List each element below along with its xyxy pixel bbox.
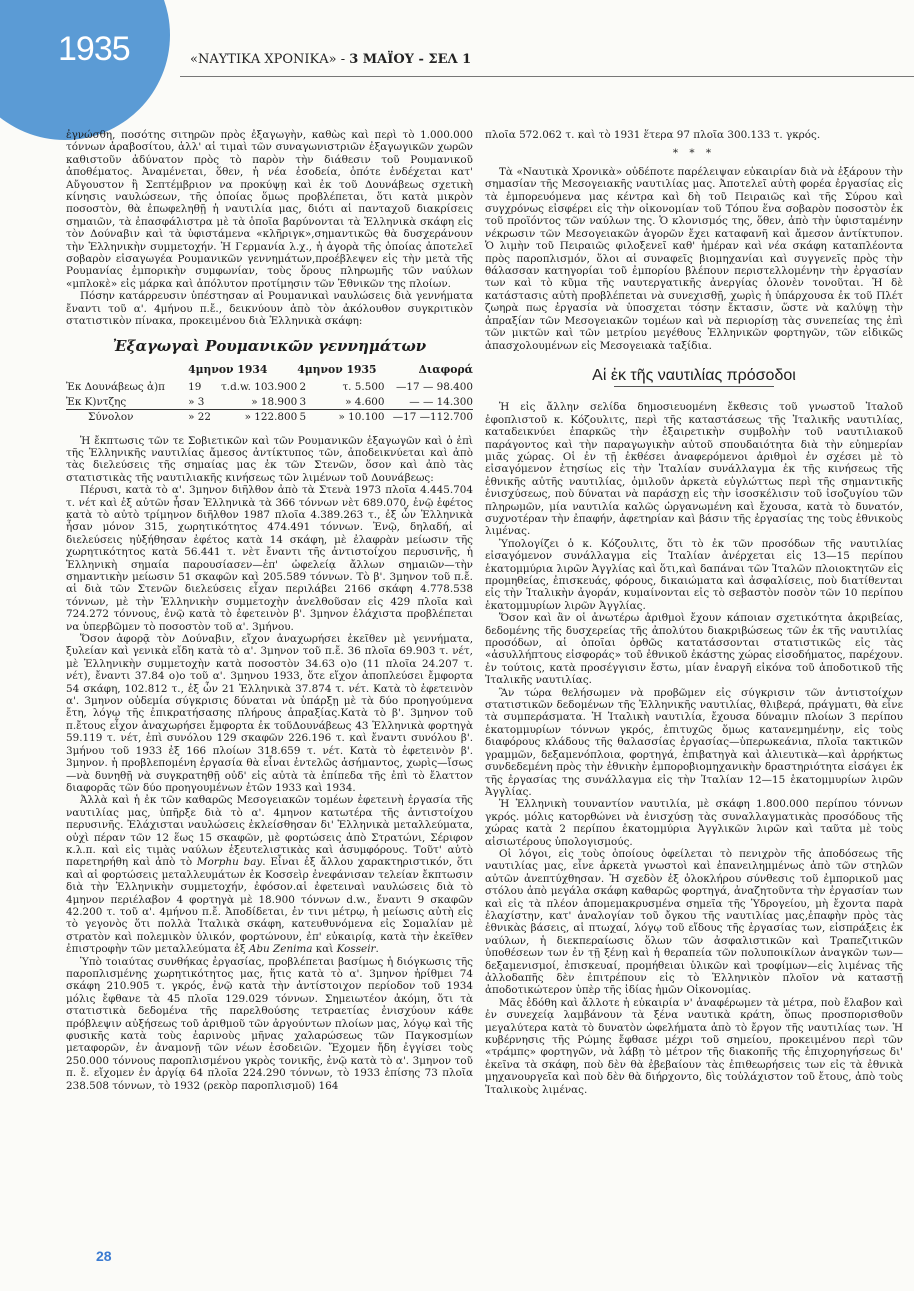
table-total-row: [66, 410, 473, 425]
text-run: .: [375, 943, 379, 956]
table-row: [66, 380, 473, 394]
text-run: Ἀλλὰ καὶ ἡ ἐκ τῶν καθαρῶς Μεσογειακῶν τομέων ἐφετεινὴ ἐργασία τῆς ναυτιλίας μας, ὑπῆρξε διὰ τὸ α'. 4μηνον κατωτέρα τῆς ἀντιστοίχου περυσινῆς. Ἐλάχισται ναυλώσεις ἐκλείσθησαν δι' Ἑλληνικὰ μεταλλεύματα, οὐχὶ πέραν τῶν 12 ἕως 15 σκαφῶν, μὲ φορτώσεις ἀπὸ Στρατώνι, Σέριφον κ.λ.π. καὶ εἰς τιμὰς ναύλων ἐξευτελιστικὰς καὶ ἀσυμφόρους. Τοῦτ' αὐτὸ παρετηρήθη καὶ ἀπὸ τὸ: [66, 794, 473, 869]
section-divider: * * *: [672, 147, 716, 160]
text-run: καὶ: [312, 943, 337, 956]
cell: » 10.100: [308, 410, 384, 425]
col-header-1934: 4μηνον 1934: [188, 362, 268, 376]
cell: — — 14.300: [409, 395, 473, 408]
paragraph: Οἱ λόγοι, εἰς τοὺς ὁποίους ὀφείλεται τὸ πενιχρὸν τῆς ἀποδόσεως τῆς ναυτιλίας μας, εἶνε ἀρκετὰ γνωστοὶ καὶ ἐπανειλημμένως ἀπὸ τῶν στηλῶν αὐτῶν ἀνεπτύχθησαν. Ἡ σχεδὸν ἐξ ὁλοκλήρου σύνθεσις τοῦ ἐμπορικοῦ μας στόλου ἀπὸ μεγάλα σκάφη καθαρῶς φορτηγά, ἀναζητοῦντα τὴν ἐργασίαν των καὶ εἰς τὰ πλέον ἀπομεμακρυσμένα σημεῖα τῆς Ὑδρογείου, μὴ ἔχοντα παρὰ ἐλαχίστην, κατ' ἀναλογίαν τοῦ ὄγκου τῆς ναυτιλίας μας,ἐπαφὴν πρὸς τὰς ἐθνικὰς βάσεις, αἱ πτωχαί, λόγῳ τοῦ εἴδους τῆς ἐργασίας των, εἰσπράξεις ἐκ ναύλων, ἡ διεκπεραίωσις ὅλων τῶν ἀσφαλιστικῶν καὶ Τραπεζιτικῶν ὑποθέσεων των ἐν τῇ ξένῃ καὶ ἡ θεραπεία τῶν πολυποικίλων ἀναγκῶν των—δεξαμενισμοί, ἐπισκευαί, προμήθειαι ὑλικῶν καὶ τροφίμων—εἰς λιμένας τῆς ἀλλοδαπῆς δὲν ἐπιτρέπουν εἰς τὸ Ἑλληνικὸν πλοῖον νὰ καταστῇ ἀποδοτικώτερον ὑπὲρ τῆς ἰδίας ἡμῶν Οἰκονομίας.: [485, 847, 903, 997]
cell: 5: [297, 410, 308, 425]
cell: » 4.600: [345, 395, 385, 408]
place-name: Kosseir: [336, 943, 376, 956]
text-run: . Εἶναι ἐξ ἄλλου χαρακτηριστικόν, ὅτι καὶ αἱ φορτώσεις μεταλλευμάτων ἐκ Κοσσεὶρ ἐνεφάνισαν τελείαν ἔκπτωσιν διὰ τὴν Ἑλληνικὴν συμμετοχήν, ἐφόσον.αἱ ἐφετειναὶ ναυλώσεις διὰ τὸ 4μηνον περιέλαβον 4 φορτηγὰ μὲ 18.900 τόννων d.w., ἔναντι 9 σκαφῶν 42.200 τ. τοῦ α'. 4μήνου π.ἔ. Ἀποδίδεται, ἐν τινι μέτρῳ, ἡ μείωσις αὐτὴ εἰς τὸ γεγονὸς ὅτι πολλὰ Ἰταλικὰ σκάφη, κατευθυνόμενα εἰς Σομαλίαν μὲ στρατὸν καὶ πολεμικὸν ὑλικόν, φορτώνουν, ἐπ' εὐκαιρίᾳ, κατὰ τὴν ἐκεῖθεν ἐπιστροφὴν τῶν μεταλλεύματα ἐξ: [66, 856, 473, 956]
paragraph: πλοῖα 572.062 τ. καὶ τὸ 1931 ἕτερα 97 πλοῖα 300.133 τ. γκρός.: [485, 129, 821, 141]
paragraph: [66, 794, 473, 955]
cell: » 22: [188, 410, 213, 425]
section-title: Αἱ ἐκ τῆς ναυτιλίας πρόσοδοι: [592, 366, 796, 384]
year-label: 1935: [58, 30, 130, 68]
running-date: 3 ΜΑΪΟΥ - ΣΕΛ 1: [349, 52, 472, 67]
paragraph: Ὑπολογίζει ὁ κ. Κόζουλιτς, ὅτι τὸ ἐκ τῶν προσόδων τῆς ναυτιλίας εἰσαγόμενον συνάλλαγμα εἰς Ἰταλίαν ἀνέρχεται εἰς 13—15 περίπου ἑκατομμύρια λιρῶν Ἀγγλίας καὶ ὅτι,καὶ δαπάναι τῶν Ἰταλῶν πλοιοκτητῶν εἰς προμηθείας, ἐπισκευάς, φόρους, δικαιώματα καὶ ἀσφαλίσεις, ποὺ διατίθενται εἰς τὴν Ἰταλικὴν ἀγοράν, κυμαίνονται εἰς τὸ σεβαστὸν ποσὸν τῶν 10 περίπου ἑκατομμυρίων λιρῶν Ἀγγλίας.: [485, 537, 903, 612]
cell: 3: [299, 395, 307, 408]
paragraph: Ἡ ἔκπτωσις τῶν τε Σοβιετικῶν καὶ τῶν Ρουμανικῶν ἐξαγωγῶν καὶ ὁ ἐπὶ τῆς Ἑλληνικῆς ναυτιλίας ἄμεσος ἀντίκτυπος τῶν, ἀποδεικνύεται καὶ ἀπὸ τὰς διελεύσεις τῆς σημαίας μας ἐκ τῶν Στενῶν, ὅσον καὶ ἀπὸ τὰς στατιστικὰς τῆς ναυτιλιακῆς κινήσεως τῶν λιμένων τοῦ Δουνάβεως:: [66, 434, 473, 484]
paragraph: Πόσην κατάρρευσιν ὑπέστησαν αἱ Ρουμανικαὶ ναυλώσεις διὰ γεννήματα ἔναντι τοῦ α'. 4μήνου π.ἔ., δεικνύουν ἀπὸ τὸν ἀκόλουθον συγκριτικὸν στατιστικὸν πίνακα, προκειμένου διὰ Ἑλληνικὰ σκάφη:: [66, 290, 473, 328]
place-name: Abu Zenima: [248, 943, 313, 956]
right-column: [485, 129, 903, 1096]
year-badge: [0, 0, 170, 140]
col-header-diff: Διαφορά: [418, 362, 473, 376]
running-header: [190, 52, 471, 67]
paragraph: Ἡ Ἑλληνικὴ τουναντίον ναυτιλία, μὲ σκάφη 1.800.000 περίπου τόννων γκρός. μόλις κατορθώνει νὰ ἐνισχύσῃ τὰς συναλλαγματικὰς προσόδους τῆς χώρας κατὰ 2 περίπου ἑκατομμύρια Ἀγγλικῶν λιρῶν καὶ ταῦτα μὲ τοὺς αἰσιωτέρους ὑπολογισμούς.: [485, 798, 903, 848]
left-column: [66, 129, 473, 1092]
paragraph: Μᾶς ἐδόθη καὶ ἄλλοτε ἡ εὐκαιρία ν' ἀναφέρωμεν τὰ μέτρα, ποὺ ἔλαβον καὶ ἐν συνεχείᾳ λαμβάνουν τὰ ξένα ναυτικὰ κράτη, ὅπως προσπορισθοῦν μεγαλύτερα κατὰ τὸ δυνατὸν ὠφελήματα ἀπὸ τὸ ἔργον τῆς ναυτιλίας των. Ἡ κυβέρνησις τῆς Ρώμης ἔφθασε μέχρι τοῦ σημείου, προκειμένου περὶ τῶν «τράμπς» φορτηγῶν, νὰ λάβῃ τὸ μέτρον τῆς διακοπῆς τῆς ἐπιχορηγήσεως δι' ἐκεῖνα τὰ σκάφη, ποὺ δὲν θὰ ἐβεβαίουν τὰς ἐπιθεωρήσεις των εἰς τὰ ἐθνικὰ μηχανουργεῖα καὶ ποὺ δὲν θὰ διήρχοντο, δὶς τοὐλάχιστον τοῦ ἔτους, ἀπὸ τοὺς Ἰταλικοὺς λιμένας.: [485, 996, 903, 1096]
table-row: [66, 395, 473, 410]
cell: —17 —112.700: [385, 410, 473, 425]
page-number: 28: [96, 1248, 112, 1264]
row-label: Ἐκ Κ)ντζης: [66, 395, 127, 408]
table-header-row: [66, 362, 473, 380]
cell: 19: [188, 381, 202, 394]
cell: τ. 5.500: [342, 381, 385, 394]
header-rule: [180, 76, 914, 77]
running-title: «ΝΑΥΤΙΚΑ ΧΡΟΝΙΚΑ» -: [190, 52, 350, 67]
paragraph: Τὰ «Ναυτικὰ Χρονικὰ» οὐδέποτε παρέλειψαν εὐκαιρίαν διὰ νὰ ἐξάρουν τὴν σημασίαν τῆς Μεσογειακῆς ναυτιλίας μας. Ἀποτελεῖ αὐτὴ φορέα ἐργασίας εἰς τὰ ἐμπορευόμενα μας κέντρα καὶ δὴ τοῦ Πειραιῶς καὶ τῆς Σύρου καὶ συγχρόνως εἰσφέρει εἰς τὴν οἰκονομίαν τοῦ Τόπου ἕνα σοβαρὸν ποσοστὸν ἐκ τοῦ προϊόντος τῶν ναύλων της. Ὁ κλονισμός της, ὅθεν, ἀπὸ τὴν ὑφισταμένην νέκρωσιν τῶν Μεσογειακῶν ἀγορῶν ἔχει καταφανῆ καὶ ἄμεσον ἀντίκτυπον. Ὁ λιμὴν τοῦ Πειραιῶς φιλοξενεῖ καθ' ἡμέραν καὶ νέα σκάφη καταπλέοντα πρὸς παροπλισμόν, ὅλοι αἱ συναφεῖς βιομηχανίαι καὶ συγγενεῖς πρὸς τὴν θάλασσαν κατηγορίαι τοῦ ἐμπορίου βλέπουν περιστελλομένην τὴν ἐργασίαν των καὶ τὸ κῦμα τῆς ναυτεργατικῆς ἀνεργίας ὁλονὲν τονοῦται. Ἡ δὲ κατάστασις αὐτὴ προβλέπεται νὰ συνεχισθῇ, χωρὶς ἡ ὑπάρχουσα ἐκ τοῦ Πλέτ ζωηρὰ πως ἐργασία νὰ ὑποσχεται τόσην ἔκτασιν, ὥστε νὰ καλύψῃ τὴν ἀπραξίαν τῶν Μεσογειακῶν τομέων καὶ νὰ περιορίσῃ τὰς συνεπείας της ἐπὶ τῶν μικτῶν καὶ τῶν μετρίου μεγέθους Ἑλληνικῶν φορτηγῶν, τῶν εἰδικῶς ἀπασχολουμένων εἰς Μεσογειακὰ ταξίδια.: [485, 165, 903, 352]
cell: » 3: [188, 395, 205, 408]
paragraph: ἐγνώσθη, ποσότης σιτηρῶν πρὸς ἐξαγωγὴν, καθὼς καὶ περὶ τὸ 1.000.000 τόννων ἀραβοσίτου, ἀλλ' αἱ τιμαὶ τῶν συναγωνιστριῶν ἐξαγωγικῶν χωρῶν καθιστοῦν ἀδύνατον πρὸς τὸ παρὸν τὴν διάθεσιν τοῦ Ρουμανικοῦ ἀποθέματος. Ἀναμένεται, ὅθεν, ἡ νέα ἐσοδεία, ὁπότε ἐνδέχεται κατ' Αὔγουστον ἢ Σεπτέμβριον να προκύψῃ καὶ ἐκ τοῦ Δουνάβεως σχετικὴ κίνησις ναυλώσεων, τῆς ὁποίας ὅμως προβλέπεται, ὅτι κατὰ μικρὸν ποσοστὸν, θὰ ἐπωφεληθῇ ἡ ναυτιλία μας, διότι αἱ πανταχοῦ διακρίσεις σημαιῶν, τὰ ἐπασφάλιστρα μὲ τὰ ὁποῖα βαρύνονται τὰ Ἑλληνικὰ σκάφη εἰς τὸν Δούναβιν καὶ τὰ ὑφιστάμενα «κλῆριγκ»,σημαντικῶς θὰ δυσχεράνουν τὴν Ἑλληνικὴν συμμετοχήν. Ἡ Γερμανία λ.χ., ἡ ἀγορὰ τῆς ὁποίας ἀποτελεῖ σοβαρὸν εἰσαγωγέα Ρουμανικῶν γεννημάτων,προέβλεψεν εἰς τὴν μετὰ τῆς Ρουμανίας ἐμπορικὴν συμφωνίαν, τοὺς ὅρους πληρωμῆς τῶν ναύλων «μπλοκὲ» εἰς μάρκα καὶ ἀπόλυτον προτίμησιν τῶν Ἐθνικῶν της πλοίων.: [66, 129, 473, 290]
paragraph: Ἂν τώρα θελήσωμεν νὰ προβῶμεν εἰς σύγκρισιν τῶν ἀντιστοίχων στατιστικῶν δεδομένων τῆς Ἑλληνικῆς ναυτιλίας, θλιβερά, πράγματι, θὰ εἶνε τὰ συμπεράσματα. Ἡ Ἰταλικὴ ναυτιλία, ἔχουσα δύναμιν πλοίων 3 περίπου ἑκατομμυρίων τόννων γκρός, ἐπιτυχῶς ὅμως κατανεμημένην, εἰς τοὺς διαφόρους κλάδους τῆς θαλασσίας ἐργασίας—ὑπερωκεάνια, πλοῖα τακτικῶν γραμμῶν, δεξαμενόπλοια, φορτηγά, ἐπιβατηγὰ καὶ ἁλιευτικὰ—καὶ ἀρρήκτως συνδεδεμένη πρὸς τὴν ἐθνικὴν ἐμποροβιομηχανικὴν δραστηριότητα εἰσάγει ἐκ τῆς ἐργασίας της συνάλλαγμα εἰς τὴν Ἰταλίαν 12—15 ἑκατομμυρίων λιρῶν Ἀγγλίας.: [485, 686, 903, 798]
exports-table: [66, 362, 473, 425]
col-header-1935: 4μηνον 1935: [297, 362, 377, 376]
row-label: Ἐκ Δουνάβεως ἀ)π: [66, 381, 165, 394]
paragraph: Ὅσον καὶ ἂν οἱ ἀνωτέρω ἀριθμοὶ ἔχουν κάποιαν σχετικότητα ἀκριβείας, δεδομένης τῆς δυσχερείας τῆς ἀπολύτου διακριβώσεως τῶν ἐκ τῆς ναυτιλίας προσόδων, αἱ ὁποῖαι ὀρθῶς κατατάσσονται στατιστικῶς εἰς τὰς «ἀσυλλήπτους εἰσφοράς» τοῦ ἐθνικοῦ ἐκάστης χώρας εἰσοδήματος, παρέχουν. ἐν τούτοις, κατὰ προσέγγισιν ἔστω, μίαν ἐναργῆ εἰκόνα τοῦ ἀποδοτικοῦ τῆς Ἰταλικῆς ναυτιλίας.: [485, 612, 903, 687]
paragraph: Ὅσον ἀφορᾷ τὸν Δούναβιν, εἴχον ἀναχωρήσει ἐκεῖθεν μὲ γεννήματα, ξυλείαν καὶ γενικὰ εἴδη κατὰ τὸ α'. 3μηνον τοῦ π.ἔ. 36 πλοῖα 69.903 τ. νέτ, μὲ Ἑλληνικὴν συμμετοχὴν κατὰ ποσοστὸν 34.63 ο)ο (11 πλοῖα 24.207 τ. νέτ), ἔναντι 37.84 ο)ο τοῦ α'. 3μηνου 1933, ὅτε εἴχον ἀποπλεύσει ἔμφορτα 54 σκάφη, 102.812 τ., ἐξ ὧν 21 Ἑλληνικὰ 37.874 τ. νέτ. Κατὰ τὸ ἐφετεινὸν α'. 3μηνον οὐδεμία σύγκρισις δύναται νὰ ὑπάρξῃ μὲ τὰ δύο προηγούμενα ἔτη, λόγῳ τῆς ἐπικρατήσασης πλήρους ἀπραξίας.Κατὰ τὸ β'. 3μηνον τοῦ π.ἔτους εἶχον ἀναχωρήσει ἔμφορτα ἐκ τοῦΔουνάβεως 43 Ἑλληνικὰ φορτηγὰ 59.119 τ. νέτ, ἐπὶ συνόλου 129 σκαφῶν 226.196 τ. καὶ ἔναντι συνόλου β'. 3μήνου τοῦ 1933 ἐξ 166 πλοίων 318.659 τ. νέτ. Κατὰ τὸ ἐφετεινὸν β'. 3μηνον. ἡ προβλεπομένη ἐργασία θὰ εἶναι ἐντελῶς ἀσήμαντος, χωρὶς—ἴσως—νὰ δυνηθῇ νὰ συγκρατηθῇ οὐδ' εἰς αὐτὰ τὰ ἐπίπεδα τῆς ἐπὶ τὸ ἔλαττον διαφορᾶς τῶν δύο προηγουμένων ἐτῶν 1933 καὶ 1934.: [66, 633, 473, 794]
paragraph: Πέρυσι, κατὰ τὸ α'. 3μηνον διῆλθον ἀπὸ τὰ Στενὰ 1973 πλοῖα 4.445.704 τ. νέτ καὶ ἐξ αὐτῶν ἦσαν Ἑλληνικὰ τὰ 366 τόννων νὲτ 689.070, ἐνῷ ἐφέτος κατὰ τὸ αὐτὸ τρίμηνον διῆλθον 1987 πλοῖα 4.389.263 τ., ἐξ ὧν Ἑλληνικὰ ἦσαν μόνον 315, χωρητικότητος 474.491 τόννων. Ἐνῷ, δηλαδή, αἱ διελεύσεις ηὐξήθησαν ἐφέτος κατὰ 14 σκάφη, μὲ ἐλαφρὰν μείωσιν τῆς χωρητικότητος κατὰ 56.441 τ. νὲτ ἔναντι τῆς ἀντιστοίχου περυσινῆς, ἡ Ἑλληνικὴ σημαία παρουσίασεν—ἐπ' ὠφελείᾳ ἄλλων σημαιῶν—τὴν σημαντικὴν μείωσιν 51 σκαφῶν καὶ 205.589 τόννων. Τὸ β'. 3μηνον τοῦ π.ἔ. αἱ διὰ τῶν Στενῶν διελεύσεις εἶχαν περιλάβει 2166 σκάφη 4.778.538 τόννων, μὲ τὴν Ἑλληνικὴν συμμετοχὴν ἀνελθοῦσαν εἰς 429 πλοῖα καὶ 724.272 τόννους, ἐνῷ κατὰ τὸ ἐφετεινὸν β'. 3μηνον ἐλάχιστα προβλέπεται να ὑπερβῶμεν τὸ ποσοστὸν τοῦ α'. 3μήνου.: [66, 484, 473, 633]
table-title: Ἐξαγωγαὶ Ρουμανικῶν γεννημάτων: [112, 336, 427, 355]
cell: » 122.800: [213, 410, 297, 425]
cell: » 18.900: [251, 395, 298, 408]
paragraph: Ὑπὸ τοιαύτας συνθήκας ἐργασίας, προβλέπεται βασίμως ἡ διόγκωσις τῆς παροπλισμένης χωρητικότητος μας, ἥτις κατὰ τὸ α'. 3μηνον ἠρίθμει 74 σκάφη 210.905 τ. γκρός, ἐνῷ κατὰ τὴν ἀντίστοιχον περίοδον τοῦ 1934 μόλις ἔφθανε τὰ 45 πλοῖα 129.029 τόννων. Σημειωτέον ἀκόμη, ὅτι τὰ στατιστικὰ δεδομένα τῆς παρελθούσης τετραετίας ἐνισχύουν κάθε πρόβλεψιν αὐξήσεως τοῦ ἀριθμοῦ τῶν ἀργούντων πλοίων μας, λόγῳ καὶ τῆς φυσικῆς κατὰ τοὺς ἐαρινοὺς μῆνας χαλαρώσεως τῶν Παγκοσμίων μεταφορῶν, ἐν ἀναμονῇ τῶν νέων ἐσοδειῶν. Ἔχομεν ἤδη ἐγγίσει τοὺς 250.000 τόννους παροπλισμένου γκρὸς τονικῆς, ἐνῷ κατὰ τὸ α'. 3μηνον τοῦ π. ἔ. εἴχομεν ἐν ἀργίᾳ 64 πλοῖα 224.290 τόννων, τὸ 1933 ἐπίσης 73 πλοῖα 238.508 τόννων, τὸ 1932 (ρεκὸρ παροπλισμοῦ) 164: [66, 955, 473, 1092]
cell: τ.d.w. 103.900: [221, 381, 298, 394]
cell: 2: [299, 381, 307, 394]
total-label: Σύνολον: [66, 410, 188, 425]
cell: —17 — 98.400: [396, 381, 473, 394]
section-rule: [614, 386, 774, 387]
place-name: Morphu bay: [196, 856, 263, 869]
paragraph: Ἡ εἰς ἄλλην σελίδα δημοσιευομένη ἔκθεσις τοῦ γνωστοῦ Ἰταλοῦ ἐφοπλιστοῦ κ. Κόζουλιτς, περὶ τῆς καταστάσεως τῆς Ἰταλικῆς ναυτιλίας, καταδεικνύει ἐπαρκῶς τὴν ἐξαιρετικὴν συμβολὴν τοῦ ναυτιλιακοῦ παράγοντος καὶ τὴν παραγωγικὴν αὐτοῦ σπουδαιότητα διὰ τὴν εὐημερίαν μιᾶς χώρας. Οἱ ἐν τῇ ἐκθέσει ἀναφερόμενοι ἀριθμοὶ ἐν σχέσει μὲ τὸ εἰσαγόμενον ἐτησίως εἰς τὴν Ἰταλίαν συνάλλαγμα ἐκ τῆς κινήσεως τῆς ἐθνικῆς αὐτῆς ναυτιλίας, ὁμιλοῦν ἀρκετὰ εὐγλώττως περὶ τῆς σημαντικῆς ἐνισχύσεως, ποὺ δύναται νὰ παράσχῃ εἰς τὴν ἰσοσκέλισιν τοῦ ἰσοζυγίου τῶν πληρωμῶν, μία ναυτιλία καλῶς ὠργανωμένη καὶ ἔχουσα, κατὰ τὸ δυνατόν, συχνοτέραν τὴν ἐπαφήν, ἀφετηρίαν καὶ βάσιν τῆς ἐργασίας της τοὺς ἐθνικοὺς λιμένας.: [485, 401, 903, 538]
